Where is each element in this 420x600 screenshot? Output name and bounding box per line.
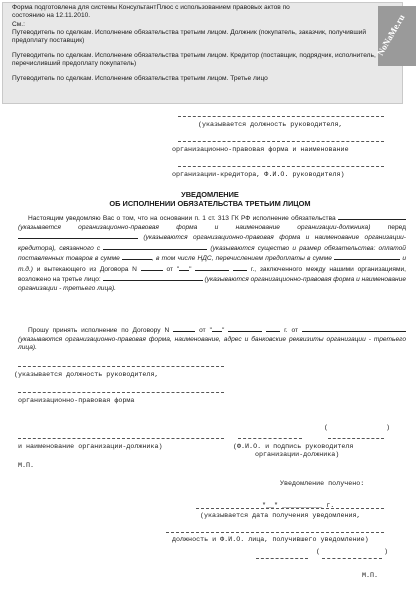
watermark-text: NoNaMe.ru [375, 12, 407, 58]
receipt-fio-line [322, 558, 382, 559]
p1-concluded: г., заключенного между нашими организациями, возложено на третье лицо: [18, 265, 406, 284]
sign-position-hint: (указывается должность руководителя, [14, 371, 159, 379]
p1-debtor-hint: (указывается организационно-правовая форма и наименование организации-должника) [18, 223, 371, 231]
document-subtitle: ОБ ИСПОЛНЕНИИ ОБЯЗАТЕЛЬСТВА ТРЕТЬИМ ЛИЦОМ [109, 199, 311, 208]
p1-obligation-hint: (указываются существо и размер обязательства: оплатой поставленных товаров в сумме [18, 244, 406, 263]
p2-from: г. от [284, 327, 299, 334]
receipt-date-hint: (указывается дата получения уведомления, [200, 512, 361, 520]
consultant-line-1: Форма подготовлена для системы КонсультантПлюс с использованием правовых актов по [12, 4, 290, 11]
see-also-label: См.: [12, 21, 25, 28]
p1-etc-hint: и т.д.) [18, 255, 406, 273]
p1-creditor-hint: (указываются организационно-правовая форма и наименование организации-кредитора), связанного с [18, 234, 406, 252]
sign-fio-hint-2: организации-должника) [255, 451, 340, 459]
sign-fio-line [328, 438, 384, 439]
watermark-logo [375, 6, 416, 66]
notice-paragraph-1: Настоящим уведомляю Вас о том, что на основании п. 1 ст. 313 ГК РФ исполнение обязательства (указывается организационно-правовая форма и наименование организации-должника) перед (указываются организационно-правовая форма и наименование организации-кредитора), связанного с (указываются существо и размер обязательства: оплатой поставленных товаров в сумме , в том числе НДС, перечислением предоплаты в сумме и т.д.) и вытекающего из Договора N от " " г., заключенного между нашими организациями, возложено на третье лицо: (указываются организационно-правовая форма и наименование организации - третьего лица). [18, 215, 407, 292]
p1-date-from: от " [166, 265, 180, 273]
p2-date-from: от " [199, 327, 212, 334]
guide-link-debtor[interactable]: Путеводитель по сделкам. Исполнение обязательства третьим лицом. Должник (покупатель, заказчик, получивший предоплату поставщик) [12, 29, 367, 44]
receipt-paren-open: ( [316, 548, 321, 556]
receipt-position-hint: должность и Ф.И.О. лица, получившего уведомление) [172, 536, 369, 544]
sign-org-form-hint: организационно-правовая форма [18, 397, 135, 405]
sign-org-form-line [18, 392, 224, 393]
p2-request: Прошу принять исполнение по Договору N [28, 327, 170, 334]
p1-third-party-hint: (указываются организационно-правовая форма и наименование организации - третьего лица). [18, 276, 407, 292]
p1-contract-ref: и вытекающего из Договора N [36, 265, 137, 273]
receipt-label: Уведомление получено: [280, 480, 365, 488]
sign-paren-open: ( [324, 424, 329, 432]
addressee-line-2 [178, 141, 384, 142]
receipt-position-line [166, 532, 384, 533]
receipt-signature-line [256, 558, 308, 559]
sign-signature-line [238, 438, 302, 439]
guide-link-third-party[interactable]: Путеводитель по сделкам. Исполнение обязательства третьим лицом. Третье лицо [12, 75, 268, 82]
receipt-date-underline [196, 508, 384, 509]
addressee-creditor-hint: организации-кредитора, Ф.И.О. руководителя) [172, 171, 345, 179]
notice-paragraph-2: Прошу принять исполнение по Договору N от " " г. от (указываются организационно-правовая форма, наименование, адрес и банковские реквизиты организации - третьего лица). [18, 327, 406, 352]
sign-fio-hint-1: (Ф.И.О. и подпись руководителя [233, 443, 354, 451]
p1-before: перед [387, 223, 406, 231]
addressee-line-3 [178, 166, 384, 167]
receipt-stamp-place: М.П. [362, 572, 379, 580]
addressee-line-1 [178, 116, 384, 117]
addressee-position-hint: (указывается должность руководителя, [198, 121, 343, 129]
guide-link-creditor[interactable]: Путеводитель по сделкам. Исполнение обязательства третьим лицом. Кредитор (поставщик, подрядчик, исполнитель, перечисливший предоплату покупатель) [12, 52, 376, 67]
document-title: УВЕДОМЛЕНИЕ [181, 190, 239, 199]
p2-third-party-details-hint: (указываются организационно-правовая форма, наименование, адрес и банковские реквизиты организации - третьего лица). [18, 335, 406, 352]
p1-intro: Настоящим уведомляю Вас о том, что на основании п. 1 ст. 313 ГК РФ исполнение обязательства [28, 215, 336, 222]
sign-org-name-line [18, 438, 224, 439]
sign-position-line [18, 366, 224, 367]
sign-org-name-hint: и наименование организации-должника) [18, 443, 163, 451]
sign-paren-close: ) [386, 424, 391, 432]
receipt-paren-close: ) [384, 548, 389, 556]
receipt-date-line: "__" __________ г. [262, 502, 335, 510]
addressee-org-form-hint: организационно-правовая форма и наименование [172, 146, 349, 154]
consultant-line-2: состоянию на 12.11.2010. [12, 12, 91, 19]
sign-stamp-place: М.П. [18, 462, 35, 470]
p1-vat-hint: , в том числе НДС, перечислением предоплаты в сумме [152, 255, 332, 263]
